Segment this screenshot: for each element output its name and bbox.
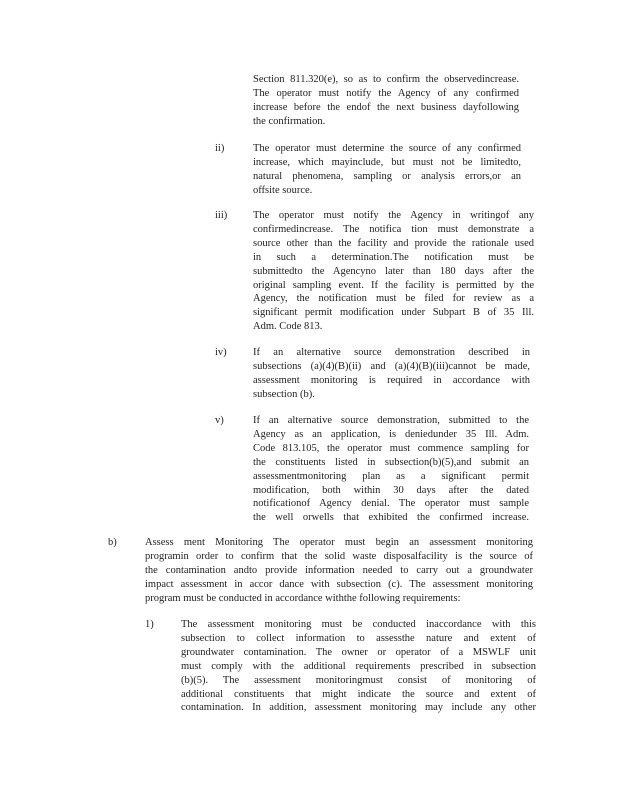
text-line: additional constituents that might indicate the source and extent of bbox=[181, 688, 536, 700]
paragraph-continuation bbox=[253, 73, 519, 129]
text-line: modification, both within 30 days after the dated bbox=[253, 484, 529, 496]
text-line: impact assessment in accor dance with subsection (c). The assessment monitoring bbox=[145, 578, 533, 590]
text-line: The assessment monitoring must be conducted inaccordance with this bbox=[181, 619, 536, 630]
text-line: confirmedincrease. The notifica tion must demonstrate a bbox=[253, 223, 534, 235]
text-line: assessment monitoring is required in accordance with bbox=[253, 374, 530, 386]
text-line: Assess ment Monitoring The operator must begin an assessment monitoring bbox=[145, 537, 533, 548]
text-line: the confirmation. bbox=[253, 115, 326, 127]
paragraph-iii bbox=[253, 209, 534, 334]
text-line: notificationof Agency denial. The operator must sample bbox=[253, 498, 529, 510]
item-label-iv: iv) bbox=[215, 347, 227, 358]
text-line: (b)(5). The assessment monitoringmust consist of monitoring of bbox=[181, 674, 536, 686]
text-line: If an alternative source demonstration, submitted to the bbox=[253, 415, 529, 426]
text-line: assessmentmonitoring plan as a significant permit bbox=[253, 470, 529, 482]
text-line: The operator must determine the source of any confirmed bbox=[253, 143, 521, 154]
text-line: Agency as an application, is deniedunder 35 Ill. Adm. bbox=[253, 428, 529, 440]
text-line: contamination. In addition, assessment monitoring may include any other bbox=[181, 702, 536, 714]
paragraph-b bbox=[145, 536, 533, 606]
text-line: subsection to collect information to assessthe nature and extent of bbox=[181, 632, 536, 644]
text-line: in such a determination.The notification must be bbox=[253, 251, 534, 263]
text-line: Code 813.105, the operator must commence sampling for bbox=[253, 442, 529, 454]
text-line: The operator must notify the Agency in writingof any bbox=[253, 210, 534, 221]
item-label-1: 1) bbox=[145, 619, 154, 630]
paragraph-iv bbox=[253, 346, 530, 402]
text-line: submittedto the Agencyno later than 180 days after the bbox=[253, 265, 534, 277]
text-line: Agency, the notification must be filed for review as a bbox=[253, 293, 534, 305]
item-label-iii: iii) bbox=[215, 210, 228, 221]
text-line: the constituents listed in subsection(b)(5),and submit an bbox=[253, 456, 529, 468]
text-line: must comply with the additional requirements prescribed in subsection bbox=[181, 660, 536, 672]
text-line: programin order to confirm that the solid waste disposalfacility is the source of bbox=[145, 550, 533, 562]
text-line: subsections (a)(4)(B)(ii) and (a)(4)(B)(iii)cannot be made, bbox=[253, 360, 530, 372]
text-line: subsection (b). bbox=[253, 388, 315, 400]
text-line: the well orwells that exhibited the confirmed increase. bbox=[253, 512, 529, 524]
item-label-v: v) bbox=[215, 415, 224, 426]
text-line: If an alternative source demonstration described in bbox=[253, 347, 530, 358]
text-line: significant permit modification under Subpart B of 35 Ill. bbox=[253, 307, 534, 319]
text-line: offsite source. bbox=[253, 184, 313, 196]
text-line: Adm. Code 813. bbox=[253, 321, 323, 333]
text-line: The operator must notify the Agency of any confirmed bbox=[253, 87, 519, 99]
text-line: Section 811.320(e), so as to confirm the observedincrease. bbox=[253, 74, 519, 85]
paragraph-1 bbox=[181, 618, 536, 715]
text-line: source other than the facility and provide the rationale used bbox=[253, 237, 534, 249]
item-label-b: b) bbox=[108, 537, 117, 548]
item-label-ii: ii) bbox=[215, 143, 225, 154]
text-line: groundwater contamination. The owner or operator of a MSWLF unit bbox=[181, 646, 536, 658]
paragraph-v bbox=[253, 414, 529, 525]
text-line: program must be conducted in accordance withthe following requirements: bbox=[145, 592, 461, 604]
text-line: the contamination andto provide information needed to carry out a groundwater bbox=[145, 564, 533, 576]
text-line: increase before the endof the next business dayfollowing bbox=[253, 101, 519, 113]
paragraph-ii bbox=[253, 142, 521, 198]
text-line: natural phenomena, sampling or analysis errors,or an bbox=[253, 170, 521, 182]
text-line: original sampling event. If the facility is permitted by the bbox=[253, 279, 534, 291]
text-line: increase, which mayinclude, but must not be limitedto, bbox=[253, 156, 521, 168]
